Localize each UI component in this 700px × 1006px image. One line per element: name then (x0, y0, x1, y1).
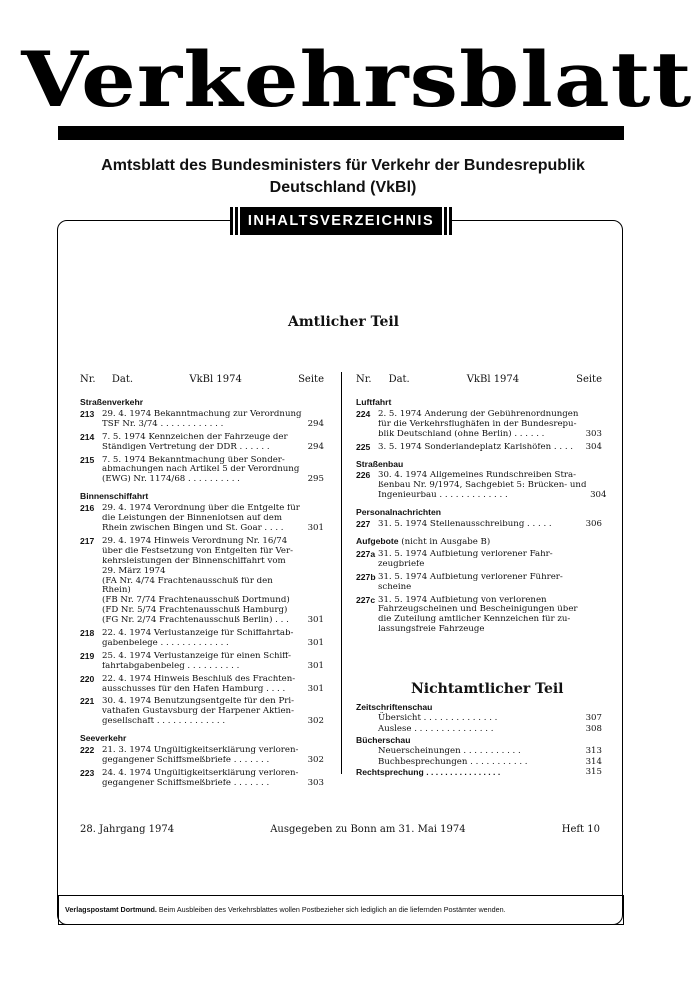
entry-page (304, 697, 324, 707)
entry-line (102, 537, 324, 547)
entry-page (304, 567, 324, 577)
entry-line (102, 756, 324, 766)
entry-line-text: vathafen Gustavsburg der Harpener Aktien- (102, 707, 294, 717)
entry-line (102, 557, 324, 567)
entry-description (378, 471, 606, 501)
entry-line (378, 550, 602, 560)
entry-line (102, 410, 324, 420)
entry-number: 215 (80, 454, 95, 465)
entry-line-text: 21. 3. 1974 Ungültigkeitserklärung verloren- (102, 746, 299, 756)
entry-description (102, 433, 324, 453)
entry-line (378, 520, 602, 530)
toc-entry (356, 573, 602, 593)
entry-page: 306 (585, 519, 602, 530)
entry-line (102, 685, 324, 695)
entry-line-text: (FB Nr. 7/74 Frachtenausschuß Dortmund) (102, 596, 290, 606)
entry-line-text: 22. 4. 1974 Hinweis Beschluß des Frachten- (102, 674, 296, 684)
entry-page: 301 (307, 637, 324, 648)
postal-notice-text: Beim Ausbleiben des Verkehrsblattes wollen Postbezieher sich lediglich an die liefernden Postämter wenden. (156, 905, 506, 914)
toc-label: INHALTSVERZEICHNIS (240, 207, 442, 235)
entry-page (304, 586, 324, 596)
entry-line (102, 606, 324, 616)
entry-line-text: scheine (378, 582, 412, 592)
entry-page (582, 583, 602, 593)
entry-description (102, 769, 324, 789)
nt-label: Neuerscheinungen . . . . . . . . . . . (378, 745, 521, 756)
toc-category: Straßenbau (356, 458, 404, 469)
entry-description (378, 573, 602, 593)
entry-page (304, 504, 324, 514)
toc-category: Straßenverkehr (80, 397, 144, 407)
col-dat: Dat. (388, 374, 410, 385)
nt-page: 307 (585, 712, 602, 723)
entry-line (378, 420, 602, 430)
entry-line (102, 577, 324, 587)
entry-description (378, 596, 602, 636)
entry-description (102, 537, 324, 626)
entry-page: 294 (307, 441, 324, 452)
entry-line-text: 30. 4. 1974 Allgemeines Rundschreiben Stra- (378, 471, 577, 481)
entry-line-text: über die Festsetzung von Entgelten für Ver- (102, 546, 294, 556)
category-note: (nicht in Ausgabe B) (398, 536, 491, 547)
entry-page (582, 625, 602, 635)
entry-line (102, 616, 324, 626)
column-divider (341, 372, 342, 774)
entry-line-text: 31. 5. 1974 Aufbietung von verlorenen (378, 595, 547, 605)
entry-line-text: Rhein) (102, 586, 131, 596)
entry-page: 304 (585, 441, 602, 452)
nichtamtlicher-teil-heading: Nichtamtlicher Teil (411, 681, 564, 697)
right-toc-column (356, 397, 607, 638)
entry-line-text: 29. 4. 1974 Bekanntmachung zur Verordnung (102, 409, 302, 419)
toc-entry (80, 410, 324, 430)
entry-line-text: Fahrzeugscheinen und Bescheinigungen über (378, 605, 578, 615)
col-nr: Nr. (356, 374, 372, 385)
entry-line (102, 475, 324, 485)
entry-description (102, 697, 324, 727)
jahrgang: 28. Jahrgang 1974 (80, 824, 175, 835)
nt-page: 308 (585, 723, 602, 734)
entry-line (102, 639, 324, 649)
amtlicher-teil-heading: Amtlicher Teil (288, 314, 399, 330)
entry-line (378, 583, 602, 593)
issue-footer (80, 824, 600, 835)
col-seite: Seite (298, 374, 324, 385)
entry-line-text: gesellschaft . . . . . . . . . . . . . (102, 717, 226, 727)
toc-category: Binnenschiffahrt (80, 491, 149, 502)
toc-entry (356, 596, 602, 636)
postal-notice (58, 895, 624, 925)
nt-category (356, 768, 602, 778)
entry-line-text: für die Verkehrsflughäfen in der Bundesrepu- (378, 419, 577, 429)
banner-bar-left-inner (235, 207, 238, 235)
entry-line-text: (FG Nr. 2/74 Frachtenausschuß Berlin) . . . (102, 616, 289, 626)
entry-line-text: gegangener Schiffsmeßbriefe . . . . . . . (102, 756, 270, 765)
entry-line-text: die Leistungen der Binnenlotsen auf dem (102, 514, 283, 524)
nt-page: 314 (585, 756, 602, 767)
entry-line (102, 443, 324, 453)
col-vkbl: VkBl 1974 (189, 374, 242, 385)
entry-page: 301 (307, 522, 324, 533)
entry-number: 227b (356, 571, 376, 582)
entry-line-text: 29. 4. 1974 Verordnung über die Entgelte für (102, 504, 300, 514)
entry-page (582, 615, 602, 625)
subtitle: Amtsblatt des Bundesministers für Verkehr der Bundesrepublik Deutschland (VkBl) (101, 157, 585, 196)
toc-entry (80, 504, 324, 534)
col-dat: Dat. (111, 374, 134, 385)
nt-label: Rechtsprechung . . . . . . . . . . . . . . . . (356, 767, 501, 778)
toc-category: Personalnachrichten (356, 507, 442, 518)
entry-line (378, 443, 602, 453)
entry-page (582, 573, 602, 583)
left-column-header (80, 374, 324, 385)
entry-line-text: 31. 5. 1974 Aufbietung verlorener Führer- (378, 572, 563, 582)
entry-line (378, 481, 606, 491)
entry-line (378, 596, 602, 606)
entry-line (378, 430, 602, 440)
col-nr: Nr. (80, 374, 96, 385)
entry-line (102, 717, 324, 727)
entry-line-text: 29. 4. 1974 Hinweis Verordnung Nr. 16/74 (102, 536, 288, 546)
toc-entry (80, 697, 324, 727)
nt-page (582, 703, 602, 713)
entry-page: 302 (307, 755, 324, 765)
toc-entry (356, 443, 602, 453)
entry-description (378, 520, 602, 530)
entry-page (304, 596, 324, 606)
entry-line (102, 779, 324, 789)
entry-line-text: kehrsleistungen der Binnenschiffahrt vom (102, 556, 286, 566)
entry-number: 226 (356, 470, 371, 481)
nt-item (356, 725, 602, 735)
nt-label: Zeitschriftenschau (356, 702, 433, 712)
entry-page (304, 456, 324, 466)
entry-line (378, 471, 606, 481)
entry-line-text: gegangener Schiffsmeßbriefe . . . . . . . (102, 778, 270, 788)
toc-entry (80, 746, 324, 766)
entry-description (378, 410, 602, 440)
toc-entry (80, 537, 324, 626)
masthead-title: Verkehrsblatt (21, 35, 693, 124)
entry-line (102, 420, 324, 430)
entry-line (102, 504, 324, 514)
entry-line (378, 625, 602, 635)
col-vkbl: VkBl 1974 (466, 374, 520, 385)
toc-category: Luftfahrt (356, 397, 392, 407)
entry-description (102, 746, 324, 766)
entry-line-text: (FD Nr. 5/74 Frachtenausschuß Hamburg) (102, 606, 288, 616)
banner-bar-left (230, 207, 233, 235)
entry-line-text: fahrtabgabenbeleg . . . . . . . . . . (102, 661, 240, 671)
toc-category: Aufgebote (nicht in Ausgabe B) (356, 535, 491, 547)
entry-description (102, 504, 324, 534)
entry-line-text: Ständigen Vertretung der DDR . . . . . . (102, 442, 270, 452)
entry-description (378, 443, 602, 453)
entry-line-text: zeugbriefe (378, 559, 425, 569)
entry-number: 219 (80, 650, 95, 661)
entry-page (304, 537, 324, 547)
nt-category (356, 703, 602, 713)
nt-page (582, 736, 602, 746)
toc-entry (356, 550, 602, 570)
entry-line-text: die Zuteilung amtlicher Kennzeichen für zu- (378, 615, 571, 625)
nt-label: Auslese . . . . . . . . . . . . . . . (378, 723, 494, 734)
entry-line-text: 7. 5. 1974 Bekanntmachung über Sonder- (102, 455, 285, 465)
entry-line (102, 514, 324, 524)
toc-entry (356, 470, 607, 501)
entry-page: 301 (307, 660, 324, 671)
entry-line (102, 629, 324, 639)
entry-line (378, 491, 606, 501)
entry-line-text: 31. 5. 1974 Stellenausschreibung . . . . . (378, 520, 552, 530)
toc-banner (230, 204, 452, 238)
entry-line (102, 697, 324, 707)
entry-page (582, 410, 602, 420)
entry-page (304, 577, 324, 587)
entry-number: 213 (80, 408, 95, 419)
entry-line-text: 25. 4. 1974 Verlustanzeige für einen Schiff- (102, 651, 291, 661)
entry-line (102, 524, 324, 534)
entry-line (378, 615, 602, 625)
entry-page: 302 (307, 716, 324, 727)
entry-line-text: 2. 5. 1974 Änderung der Gebührenordnungen (378, 409, 579, 419)
heft: Heft 10 (561, 824, 600, 835)
entry-number: 214 (80, 431, 95, 442)
entry-description (378, 550, 602, 570)
postal-notice-bold: Verlagspostamt Dortmund. (65, 905, 157, 914)
toc-entry (80, 652, 324, 672)
toc-entry (80, 456, 324, 486)
entry-line (102, 769, 324, 779)
entry-line-text: 29. März 1974 (102, 566, 166, 576)
entry-line-text: abmachungen nach Artikel 5 der Verordnung (102, 465, 300, 475)
entry-line-text: 24. 4. 1974 Ungültigkeitserklärung verloren- (102, 768, 299, 778)
nichtamtlicher-list (356, 703, 602, 779)
entry-line (102, 662, 324, 672)
entry-page (582, 560, 602, 570)
nt-page: 315 (585, 767, 602, 778)
right-column-header (356, 374, 602, 385)
entry-line-text: ausschusses für den Hafen Hamburg . . . . (102, 684, 286, 694)
entry-number: 221 (80, 696, 95, 707)
nt-label: Buchbesprechungen . . . . . . . . . . . (378, 756, 528, 767)
entry-number: 227c (356, 594, 376, 605)
entry-line (378, 410, 602, 420)
entry-number: 217 (80, 535, 95, 546)
nt-item (356, 747, 602, 757)
entry-line (102, 456, 324, 466)
entry-number: 227a (356, 548, 376, 559)
entry-page (586, 471, 606, 481)
nt-category (356, 736, 602, 746)
entry-line (102, 596, 324, 606)
entry-line (102, 433, 324, 443)
entry-line-text: (EWG) Nr. 1174/68 . . . . . . . . . . (102, 475, 240, 485)
banner-bar-right (449, 207, 452, 235)
entry-line-text: 30. 4. 1974 Benutzungsentgelte für den Pri- (102, 697, 294, 707)
entry-line (102, 707, 324, 717)
banner-bar-right-inner (444, 207, 447, 235)
entry-line (102, 586, 324, 596)
entry-page: 303 (307, 777, 324, 788)
nt-item (356, 714, 602, 724)
toc-entry (80, 629, 324, 649)
entry-page (582, 550, 602, 560)
entry-number: 218 (80, 628, 95, 639)
entry-line (378, 573, 602, 583)
left-toc-column (80, 398, 324, 792)
toc-entry (356, 410, 602, 440)
entry-line-text: lassungsfreie Fahrzeuge (378, 625, 485, 635)
entry-line (102, 547, 324, 557)
entry-number: 227 (356, 519, 371, 530)
entry-line-text: TSF Nr. 3/74 . . . . . . . . . . . . (102, 419, 224, 429)
entry-line-text: 22. 4. 1974 Verlustanzeige für Schiffahrtab- (102, 629, 294, 639)
entry-line-text: Rhein zwischen Bingen und St. Goar . . . . (102, 523, 284, 533)
entry-description (102, 410, 324, 430)
toc-category: Seeverkehr (80, 733, 127, 744)
entry-page (582, 596, 602, 606)
entry-line-text: blik Deutschland (ohne Berlin) . . . . . . (378, 429, 545, 439)
entry-number: 223 (80, 767, 95, 778)
entry-line-text: Ingenieurbau . . . . . . . . . . . . . (378, 491, 508, 501)
entry-number: 222 (80, 745, 95, 756)
entry-page: 301 (307, 683, 324, 694)
entry-line-text: 31. 5. 1974 Aufbietung verlorener Fahr- (378, 549, 553, 559)
entry-line (378, 560, 602, 570)
toc-entry (80, 769, 324, 789)
entry-line (102, 746, 324, 756)
entry-line-text: 3. 5. 1974 Sonderlandeplatz Karlshöfen . . . . (378, 442, 574, 452)
entry-description (102, 675, 324, 695)
entry-page: 303 (585, 428, 602, 439)
entry-number: 224 (356, 408, 371, 419)
entry-line-text: gabenbelege . . . . . . . . . . . . . (102, 638, 229, 648)
entry-description (102, 629, 324, 649)
entry-line (102, 465, 324, 475)
entry-page (304, 547, 324, 557)
entry-line (378, 605, 602, 615)
nt-page: 313 (585, 745, 602, 756)
entry-line (102, 675, 324, 685)
nt-label: Übersicht . . . . . . . . . . . . . . (378, 712, 498, 723)
entry-line (102, 652, 324, 662)
toc-entry (356, 520, 602, 530)
toc-entry (80, 433, 324, 453)
entry-line-text: ßenbau Nr. 9/1974, Sachgebiet 5: Brücken- und (378, 481, 587, 491)
toc-entry (80, 675, 324, 695)
entry-page: 304 (590, 490, 607, 501)
entry-line-text: 7. 5. 1974 Kennzeichen der Fahrzeuge der (102, 432, 288, 442)
entry-line-text: (FA Nr. 4/74 Frachtenausschuß für den (102, 576, 273, 586)
col-seite: Seite (576, 374, 602, 385)
entry-description (102, 652, 324, 672)
entry-page: 301 (307, 615, 324, 626)
entry-line (102, 567, 324, 577)
entry-number: 225 (356, 441, 371, 452)
entry-page (304, 557, 324, 567)
entry-number: 220 (80, 673, 95, 684)
nt-item (356, 758, 602, 768)
entry-description (102, 456, 324, 486)
ausgegeben: Ausgegeben zu Bonn am 31. Mai 1974 (270, 824, 466, 835)
nt-label: Bücherschau (356, 734, 411, 745)
masthead-rule (58, 126, 624, 140)
entry-page: 295 (307, 474, 324, 485)
entry-page: 294 (307, 418, 324, 429)
entry-page (582, 605, 602, 615)
entry-number: 216 (80, 503, 95, 514)
